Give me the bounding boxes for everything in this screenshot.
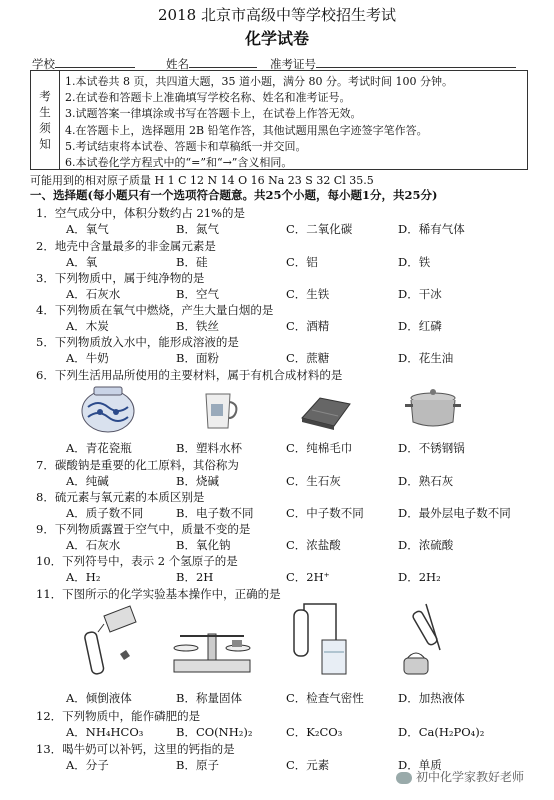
option-b: B．硅 xyxy=(176,255,208,269)
option-a: A．氧气 xyxy=(66,222,109,236)
question-stem: 9．下列物质露置于空气中，质量不变的是 xyxy=(36,522,251,536)
option-d: D．浓硫酸 xyxy=(398,538,454,552)
option-a: A．牛奶 xyxy=(66,351,109,365)
option-b: B．2H xyxy=(176,570,214,584)
porcelain-vase-picture xyxy=(78,383,138,435)
option-c: C．酒精 xyxy=(286,319,330,333)
chat-bubble-icon xyxy=(396,772,412,784)
option-a: A．分子 xyxy=(66,758,109,772)
option-c: C．蔗糖 xyxy=(286,351,330,365)
question-stem: 3．下列物质中，属于纯净物的是 xyxy=(36,271,205,285)
exam-number-field: 准考证号 xyxy=(270,56,516,72)
question-stem: 10．下列符号中，表示 2 个氢原子的是 xyxy=(36,554,238,568)
option-d: D．花生油 xyxy=(398,351,454,365)
question-stem: 13．喝牛奶可以补钙，这里的钙指的是 xyxy=(36,742,235,756)
question-stem: 4．下列物质在氧气中燃烧，产生大量白烟的是 xyxy=(36,303,274,317)
balance-scale-picture xyxy=(170,618,254,678)
question-stem: 2．地壳中含量最多的非金属元素是 xyxy=(36,239,216,253)
option-d: D．红磷 xyxy=(398,319,442,333)
atomic-mass-line: 可能用到的相对原子质量 H 1 C 12 N 14 O 16 Na 23 S 32 Cl 35.5 xyxy=(30,174,374,187)
notice-item: 6.本试卷化学方程式中的“=”和“→”含义相同。 xyxy=(65,156,293,170)
question-stem: 1．空气成分中，体积分数约占 21%的是 xyxy=(36,206,246,220)
notice-item: 4.在答题卡上，选择题用 2B 铅笔作答，其他试题用黑色字迹签字笔作答。 xyxy=(65,123,428,137)
option-b: B．CO(NH₂)₂ xyxy=(176,725,253,739)
option-a: A．质子数不同 xyxy=(66,506,144,520)
option-b: B．原子 xyxy=(176,758,219,772)
name-field: 姓名 xyxy=(166,56,257,72)
question-stem: 7．碳酸钠是重要的化工原料，其俗称为 xyxy=(36,458,239,472)
option-c: C．元素 xyxy=(286,758,330,772)
notice-label: 考 生 须 知 xyxy=(31,71,60,169)
option-b: B．氮气 xyxy=(176,222,219,236)
option-b: B．烧碱 xyxy=(176,474,219,488)
notice-item: 2.在试卷和答题卡上准确填写学校名称、姓名和准考证号。 xyxy=(65,91,351,105)
question-stem: 8．硫元素与氧元素的本质区别是 xyxy=(36,490,205,504)
option-c: C．铝 xyxy=(286,255,318,269)
option-d: D．铁 xyxy=(398,255,431,269)
option-c: C．生石灰 xyxy=(286,474,341,488)
option-c: C．浓盐酸 xyxy=(286,538,341,552)
option-a: A．倾倒液体 xyxy=(66,691,132,705)
steel-pot-picture xyxy=(404,384,462,434)
option-b: B．电子数不同 xyxy=(176,506,254,520)
option-d: D．不锈钢锅 xyxy=(398,441,465,455)
option-a: A．石灰水 xyxy=(66,538,121,552)
option-d: D．加热液体 xyxy=(398,691,465,705)
option-b: B．塑料水杯 xyxy=(176,441,242,455)
question-stem: 11．下图所示的化学实验基本操作中，正确的是 xyxy=(36,587,281,601)
option-a: A．纯碱 xyxy=(66,474,109,488)
option-b: B．面粉 xyxy=(176,351,219,365)
section-heading: 一、选择题(每小题只有一个选项符合题意。共25个小题，每小题1分，共25分) xyxy=(30,188,438,202)
notice-item: 5.考试结束将本试卷、答题卡和草稿纸一并交回。 xyxy=(65,139,307,153)
school-field: 学校 xyxy=(32,56,135,72)
question-stem: 6．下列生活用品所使用的主要材料，属于有机合成材料的是 xyxy=(36,368,343,382)
option-c: C．纯棉毛巾 xyxy=(286,441,353,455)
option-d: D．干冰 xyxy=(398,287,442,301)
option-a: A．木炭 xyxy=(66,319,109,333)
option-b: B．空气 xyxy=(176,287,219,301)
option-c: C．生铁 xyxy=(286,287,330,301)
heating-liquid-picture xyxy=(396,600,462,678)
option-d: D．稀有气体 xyxy=(398,222,465,236)
pouring-liquid-picture xyxy=(70,602,140,680)
option-c: C．2H⁺ xyxy=(286,570,330,584)
option-c: C．中子数不同 xyxy=(286,506,364,520)
option-a: A．NH₄HCO₃ xyxy=(66,725,144,739)
plastic-cup-picture xyxy=(200,388,238,432)
option-d: D．最外层电子数不同 xyxy=(398,506,511,520)
option-a: A．氧 xyxy=(66,255,98,269)
option-a: A．青花瓷瓶 xyxy=(66,441,132,455)
notice-item: 1.本试卷共 8 页，共四道大题，35 道小题，满分 80 分。考试时间 100 分钟。 xyxy=(65,75,453,88)
option-d: D．单质 xyxy=(398,758,442,772)
notice-item: 3.试题答案一律填涂或书写在答题卡上，在试卷上作答无效。 xyxy=(65,107,362,121)
option-b: B．氧化钠 xyxy=(176,538,231,552)
option-a: A．石灰水 xyxy=(66,287,121,301)
option-c: C．K₂CO₃ xyxy=(286,725,343,739)
watermark: 初中化学家教好老师 xyxy=(396,768,524,785)
option-d: D．2H₂ xyxy=(398,570,441,584)
question-stem: 12．下列物质中，能作磷肥的是 xyxy=(36,709,201,723)
option-d: D．熟石灰 xyxy=(398,474,454,488)
option-c: C．检查气密性 xyxy=(286,691,364,705)
exam-subtitle: 化学试卷 xyxy=(244,29,309,48)
notice-items xyxy=(65,74,453,171)
notice-box xyxy=(30,70,528,170)
option-a: A．H₂ xyxy=(66,570,101,584)
cotton-towel-picture xyxy=(298,390,354,432)
exam-title: 2018 北京市高级中等学校招生考试 xyxy=(158,6,396,24)
airtightness-check-picture xyxy=(284,600,348,680)
option-b: B．称量固体 xyxy=(176,691,242,705)
option-c: C．二氧化碳 xyxy=(286,222,353,236)
option-d: D．Ca(H₂PO₄)₂ xyxy=(398,725,485,739)
question-stem: 5．下列物质放入水中，能形成溶液的是 xyxy=(36,335,239,349)
option-b: B．铁丝 xyxy=(176,319,219,333)
